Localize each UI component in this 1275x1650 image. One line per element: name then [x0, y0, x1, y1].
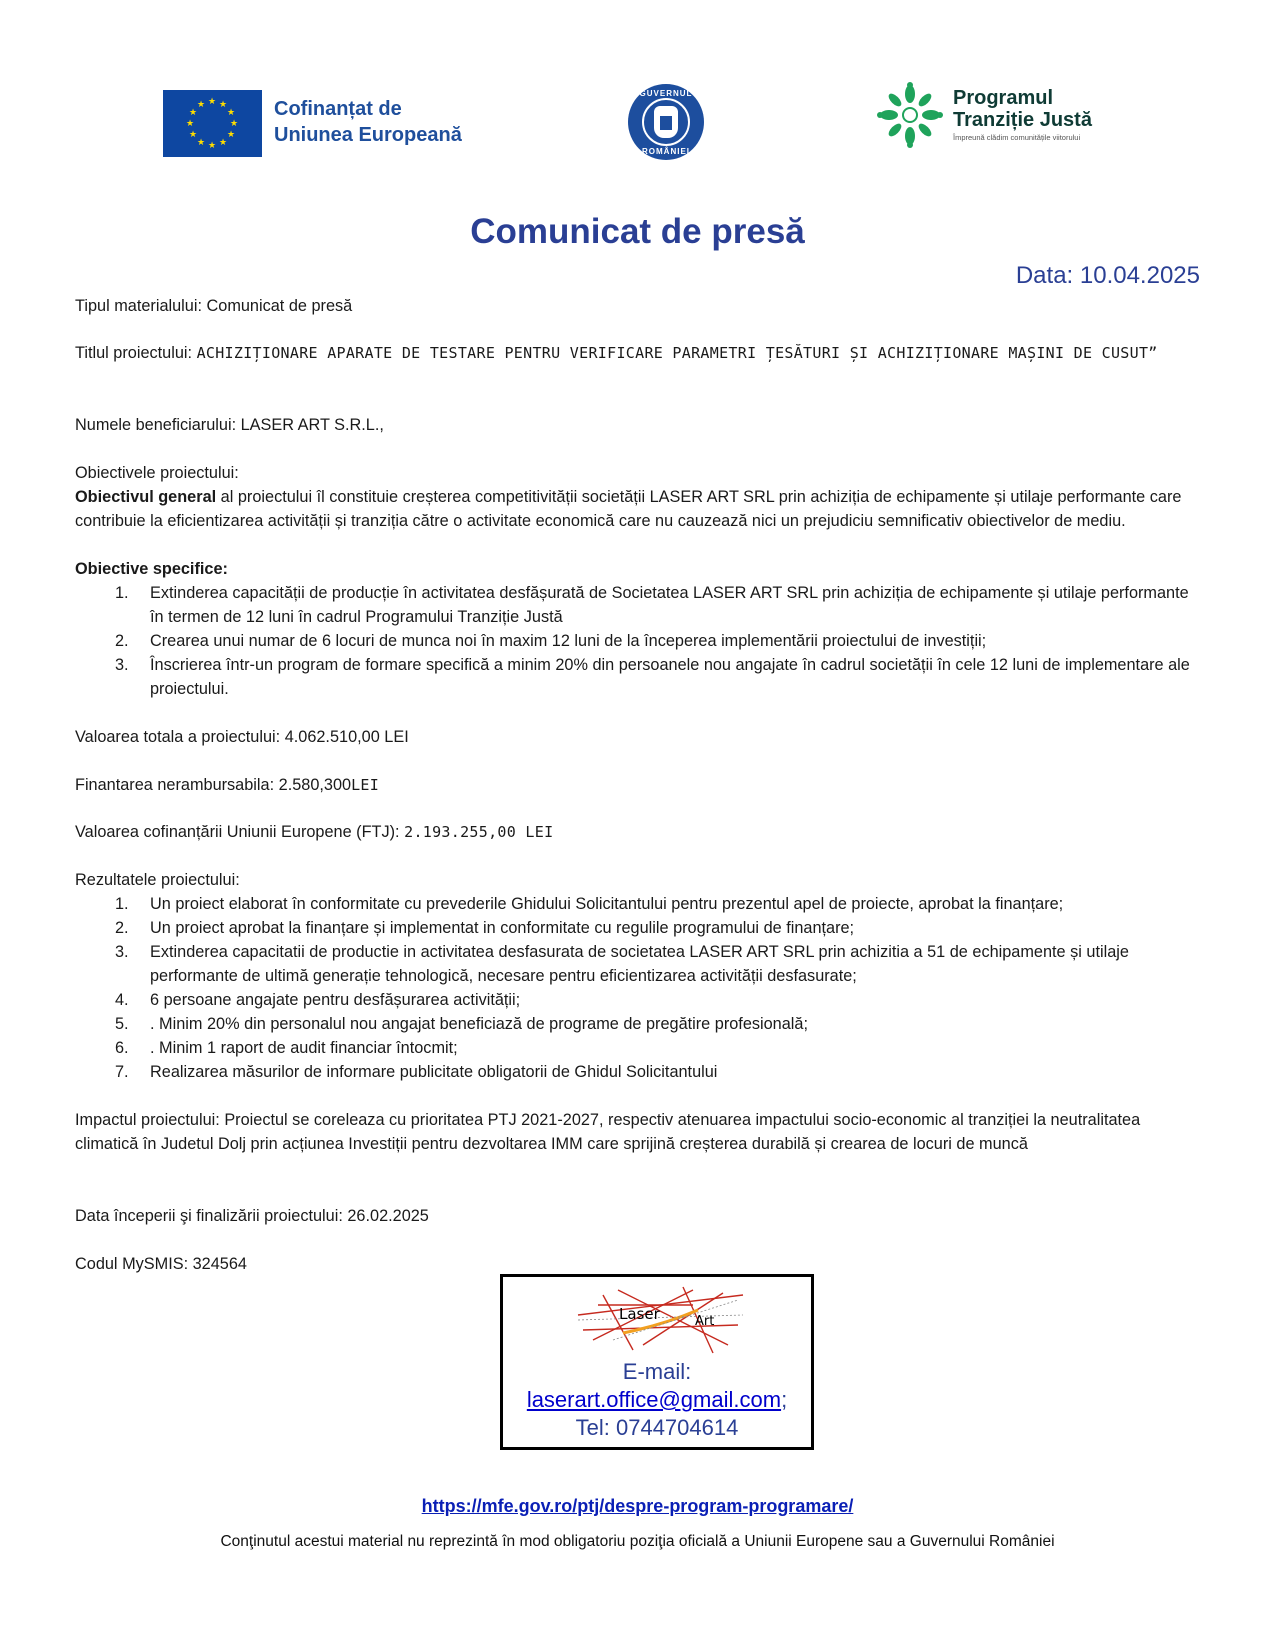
general-objective-label: Obiectivul general	[75, 488, 217, 506]
total-value-amount: 4.062.510,00 LEI	[284, 728, 409, 746]
eu-cofinancing-logo-text	[274, 96, 462, 148]
list-item	[75, 629, 1200, 653]
list-item	[75, 1060, 1200, 1084]
eu-star-icon: ★	[197, 98, 206, 109]
contact-box	[500, 1274, 814, 1450]
ptj-logo-line2: Tranziție Justă	[953, 109, 1092, 131]
email-link[interactable]: laserart.office@gmail.com	[526, 1387, 782, 1412]
list-text: Realizarea măsurilor de informare publicitate obligatorii de Ghidul Solicitantului	[150, 1063, 718, 1081]
project-title	[75, 341, 1200, 365]
specific-objectives-label: Obiective specifice:	[75, 560, 228, 578]
list-item	[75, 988, 1200, 1012]
eu-star-icon: ★	[188, 107, 198, 117]
grant-currency: LEI	[351, 776, 380, 794]
eu-star-icon: ★	[227, 107, 236, 117]
general-objective-text: al proiectului îl constituie creșterea competitivității societății LASER ART SRL prin achiziția de echipamente și utilaje performante care contribuie la eficientizarea activității și tranziția către o activitate economică care nu cauzează nici un prejudiciu semnificativ obiectivelor de mediu.	[75, 488, 1182, 530]
ptj-flower-icon	[877, 82, 943, 148]
eu-logo-line2: Uniunea Europeană	[274, 124, 462, 146]
ptj-logo-tagline: Împreună clădim comunitățile viitorului	[953, 133, 1081, 142]
email-suffix: ;	[781, 1387, 788, 1412]
list-item	[75, 581, 1200, 629]
grant-value	[75, 773, 1200, 797]
list-text: Un proiect elaborat în conformitate cu prevederile Ghidului Solicitantului pentru prezentul apel de proiecte, aprobat la finanțare;	[150, 895, 1064, 913]
list-text: Extinderea capacității de producție în activitatea desfășurată de Societatea LASER ART SRL prin achiziția de echipamente și utilaje performante în termen de 12 luni în cadrul Programului Tranziție Justă	[150, 584, 1189, 626]
eu-star-icon: ★	[219, 98, 228, 109]
email-line	[503, 1387, 811, 1413]
eu-star-icon: ★	[219, 137, 228, 148]
list-item	[75, 1036, 1200, 1060]
laser-logo-word1: Laser	[619, 1305, 660, 1323]
phone-number: Tel: 0744704614	[575, 1415, 739, 1440]
list-text: Un proiect aprobat la finanțare și implementat in conformitate cu regulile programului de finanțare;	[150, 919, 855, 937]
list-number: 3.	[115, 943, 129, 961]
eu-star-icon: ★	[230, 118, 239, 128]
list-number: 6.	[115, 1039, 129, 1057]
list-text: 6 persoane angajate pentru desfășurarea activității;	[150, 991, 521, 1009]
list-text: . Minim 1 raport de audit financiar întocmit;	[150, 1039, 458, 1057]
project-title-label: Titlul proiectului:	[75, 344, 197, 362]
general-objective	[75, 485, 1200, 533]
gov-seal-top-text: GUVERNUL	[639, 89, 693, 98]
list-item	[75, 1012, 1200, 1036]
laser-logo-word2: Art	[695, 1314, 715, 1329]
grant-amount: 2.580,300	[278, 776, 352, 794]
list-number: 5.	[115, 1015, 129, 1033]
results-list	[75, 892, 1200, 1084]
eu-cofinancing-amount: 2.193.255,00 LEI	[404, 823, 554, 841]
project-impact: Impactul proiectului: Proiectul se coreleaza cu prioritatea PTJ 2021-2027, respectiv atenuarea impactului socio-economic al tranziției la neutralitatea climatică în Judetul Dolj prin acțiunea Investiții pentru dezvoltarea IMM care sprijină creșterea durabilă și crearea de locuri de muncă	[75, 1111, 1141, 1153]
eagle-icon	[654, 106, 678, 138]
footer-disclaimer: Conţinutul acestui material nu reprezintă în mod obligatoriu poziţia oficială a Uniunii Europene sau a Guvernului României	[220, 1533, 1055, 1550]
list-text: Crearea unui numar de 6 locuri de munca noi în maxim 12 luni de la începerea implementării proiectului de investiții;	[150, 632, 987, 650]
list-number: 3.	[115, 656, 129, 674]
objectives-heading: Obiectivele proiectului:	[75, 464, 239, 482]
list-item	[75, 940, 1200, 988]
list-item	[75, 916, 1200, 940]
project-title-value: ACHIZIȚIONARE APARATE DE TESTARE PENTRU VERIFICARE PARAMETRI ȚESĂTURI ȘI ACHIZIȚIONARE MAȘINI DE CUSUT”	[196, 344, 1158, 362]
list-number: 2.	[115, 632, 129, 650]
material-type: Tipul materialului: Comunicat de presă	[75, 297, 353, 315]
program-website-link[interactable]: https://mfe.gov.ro/ptj/despre-program-programare/	[421, 1496, 854, 1516]
document-date: Data: 10.04.2025	[1015, 262, 1200, 289]
list-number: 4.	[115, 991, 129, 1009]
eu-cofinancing-label: Valoarea cofinanțării Uniunii Europene (FTJ):	[75, 823, 405, 841]
ptj-logo-line1: Programul	[953, 87, 1054, 109]
eu-star-icon: ★	[186, 118, 195, 128]
eu-star-icon: ★	[208, 96, 217, 106]
eu-star-icon: ★	[227, 129, 236, 139]
results-heading: Rezultatele proiectului:	[75, 871, 240, 889]
list-text: . Minim 20% din personalul nou angajat beneficiază de programe de pregătire profesională;	[150, 1015, 808, 1033]
list-item	[75, 892, 1200, 916]
total-value	[75, 725, 1200, 749]
list-item	[75, 653, 1200, 701]
eu-star-icon: ★	[208, 140, 217, 150]
gov-seal-bottom-text: ROMÂNIEI	[642, 147, 690, 156]
list-number: 1.	[115, 895, 129, 913]
laser-art-logo	[573, 1285, 748, 1355]
eu-star-icon: ★	[197, 137, 206, 148]
list-number: 1.	[115, 584, 129, 602]
grant-label: Finantarea nerambursabila:	[75, 776, 279, 794]
ptj-logo-text	[953, 87, 1092, 131]
mysmis-code: Codul MySMIS: 324564	[75, 1255, 247, 1273]
page-title: Comunicat de presă	[470, 212, 805, 251]
project-dates: Data începerii şi finalizării proiectului: 26.02.2025	[75, 1207, 429, 1225]
email-label: E-mail:	[622, 1359, 692, 1384]
eu-star-icon: ★	[188, 129, 198, 139]
list-text: Extinderea capacitatii de productie in activitatea desfasurata de societatea LASER ART SRL prin achizitia a 51 de echipamente și utilaje performante de ultimă generație tehnologică, necesare pentru eficientizarea activității desfasurate;	[150, 943, 1129, 985]
beneficiary: Numele beneficiarului: LASER ART S.R.L.,	[75, 416, 384, 434]
total-value-label: Valoarea totala a proiectului:	[75, 728, 285, 746]
list-text: Înscrierea într-un program de formare specifică a minim 20% din persoanele nou angajate în cadrul societății în cele 12 luni de implementare ale proiectului.	[150, 656, 1190, 698]
list-number: 7.	[115, 1063, 129, 1081]
specific-objectives-list	[75, 581, 1200, 701]
list-number: 2.	[115, 919, 129, 937]
guvernul-romaniei-seal-icon	[628, 84, 704, 160]
eu-logo-line1: Cofinanțat de	[274, 98, 402, 120]
eu-flag-icon	[163, 90, 262, 157]
eu-cofinancing-value	[75, 820, 1200, 844]
